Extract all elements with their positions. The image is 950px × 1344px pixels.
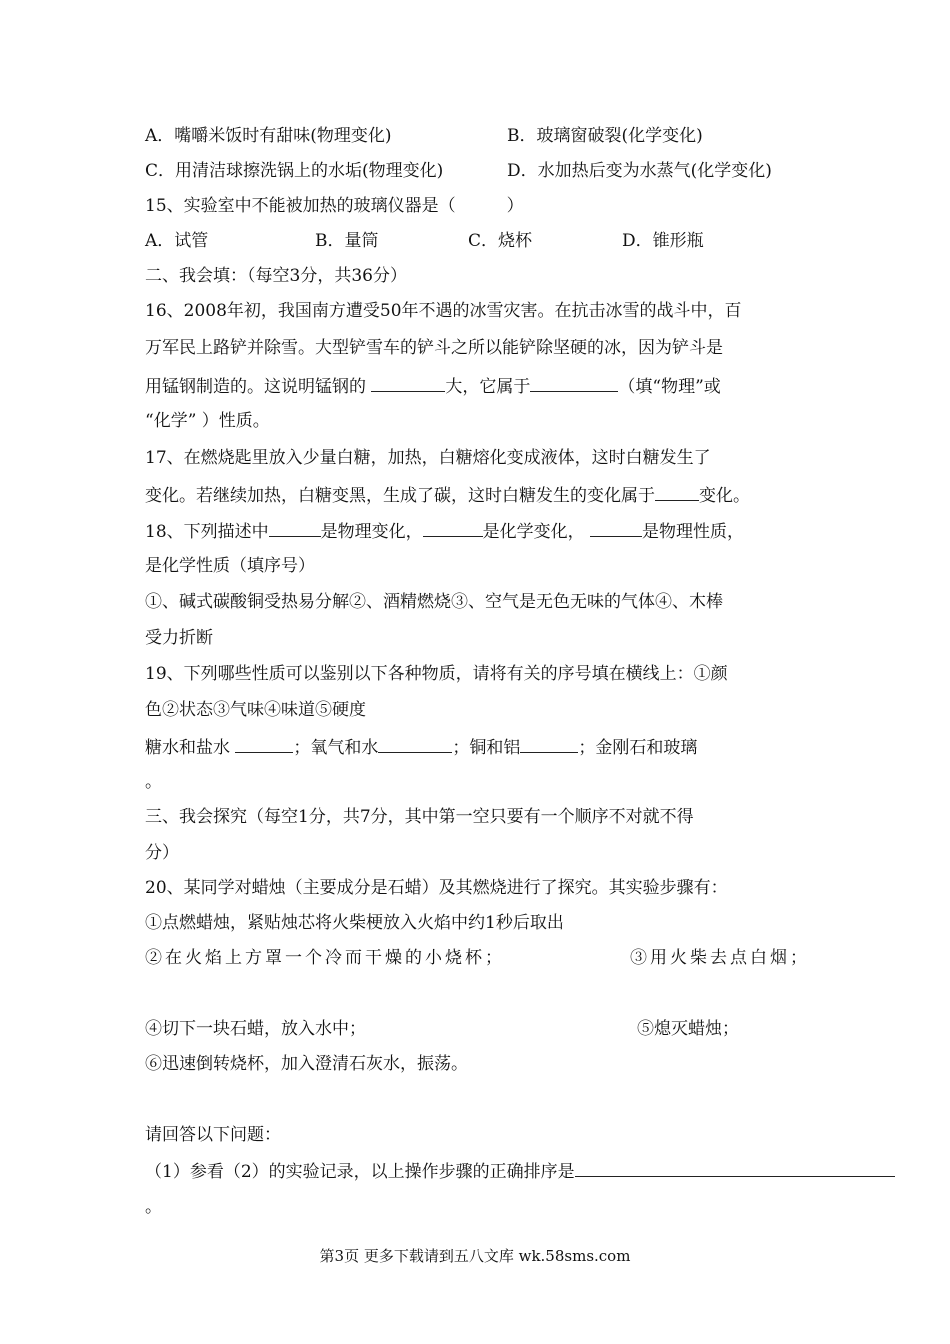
q14-option-a: A．嘴嚼米饭时有甜味(物理变化) [145,126,392,146]
q18-line3: ①、碱式碳酸铜受热易分解②、酒精燃烧③、空气是无色无味的气体④、木棒 [145,592,723,612]
q20-step2: ②在火焰上方罩一个冷而干燥的小烧杯； [145,948,505,968]
q18-line1-text-d: 是物理性质， [642,522,745,542]
q17-blank-1[interactable] [655,482,699,501]
q15-option-a: A．试管 [145,231,209,251]
q16-line3-text-c: （填“物理”或 [618,377,721,397]
q18-line1-text-c: 是化学变化， [482,522,591,542]
q14-option-d: D．水加热后变为水蒸气(化学变化) [507,161,772,181]
q20-sub1 [145,1158,895,1184]
q20-end: 。 [145,1197,162,1217]
q20-step1: ①点燃蜡烛，紧贴烛芯将火柴梗放入火焰中约1秒后取出 [145,913,564,933]
q15-question: 15、实验室中不能被加热的玻璃仪器是（ ） [145,196,524,216]
q20-step4: ④切下一块石蜡，放入水中； [145,1019,366,1039]
q16-line2: 万军民上路铲并除雪。大型铲雪车的铲斗之所以能铲除坚硬的冰，因为铲斗是 [145,338,723,358]
section3-line2: 分） [145,843,179,863]
q18-line2: 是化学性质（填序号） [145,556,315,576]
q16-line1: 16、2008年初，我国南方遭受50年不遇的冰雪灾害。在抗击冰雪的战斗中，百 [145,301,742,321]
q18-blank-1[interactable] [269,518,321,537]
q18-blank-2[interactable] [423,518,483,537]
q18-blank-3[interactable] [590,518,642,537]
q17-line2-text-b: 变化。 [699,486,750,506]
q17-line2-text-a: 变化。若继续加热，白糖变黑，生成了碳，这时白糖发生的变化属于 [145,486,655,506]
q16-line3-text-a: 用锰钢制造的。这说明锰钢的 [145,377,372,397]
q20-step5: ⑤熄灭蜡烛； [637,1019,739,1039]
q20-step6: ⑥迅速倒转烧杯，加入澄清石灰水，振荡。 [145,1054,468,1074]
q19-line3-text-d: ；金刚石和玻璃 [578,738,698,758]
q19-line3-text-a: 糖水和盐水 [145,738,236,758]
page-footer: 第3页 更多下载请到五八文库 wk.58sms.com [319,1247,631,1265]
q19-line3-text-c: ；铜和铝 [452,738,521,758]
q19-line2: 色②状态③气味④味道⑤硬度 [145,700,366,720]
q19-line3-text-b: ；氧气和水 [293,738,379,758]
q16-line3-text-b: 大，它属于 [445,377,531,397]
q16-blank-2[interactable] [530,373,618,392]
q18-line1-text-b: 是物理变化， [320,522,423,542]
q19-line4: 。 [145,772,162,792]
q19-line1: 19、下列哪些性质可以鉴别以下各种物质，请将有关的序号填在横线上：①颜 [145,664,728,684]
q18-line1-text-a: 18、下列描述中 [145,522,269,542]
q20-blank-1[interactable] [575,1158,895,1177]
q15-option-d: D．锥形瓶 [622,231,704,251]
section2-heading: 二、我会填：（每空3分，共36分） [145,266,407,286]
q20-prompt: 请回答以下问题： [145,1125,281,1145]
q18-line4: 受力折断 [145,628,213,648]
q19-line3 [145,734,697,760]
q16-blank-1[interactable] [371,373,445,392]
q15-option-b: B．量筒 [315,231,379,251]
section3-line1: 三、我会探究（每空1分，共7分，其中第一空只要有一个顺序不对就不得 [145,807,694,827]
q14-option-c: C．用清洁球擦洗锅上的水垢(物理变化) [145,161,444,181]
q16-line3 [145,373,721,399]
q19-blank-2[interactable] [378,734,452,753]
q19-blank-1[interactable] [235,734,293,753]
q17-line1: 17、在燃烧匙里放入少量白糖，加热，白糖熔化变成液体，这时白糖发生了 [145,448,711,468]
q19-blank-3[interactable] [520,734,578,753]
q14-option-b: B．玻璃窗破裂(化学变化) [507,126,703,146]
q18-line1 [145,518,744,544]
q20-step3: ③用火柴去点白烟； [630,948,810,968]
q20-sub1-text: （1）参看（2）的实验记录，以上操作步骤的正确排序是 [145,1162,575,1182]
q15-option-c: C．烧杯 [468,231,533,251]
q17-line2 [145,482,750,508]
q20-intro: 20、某同学对蜡烛（主要成分是石蜡）及其燃烧进行了探究。其实验步骤有： [145,878,728,898]
q16-line4: “化学” ）性质。 [145,411,270,431]
